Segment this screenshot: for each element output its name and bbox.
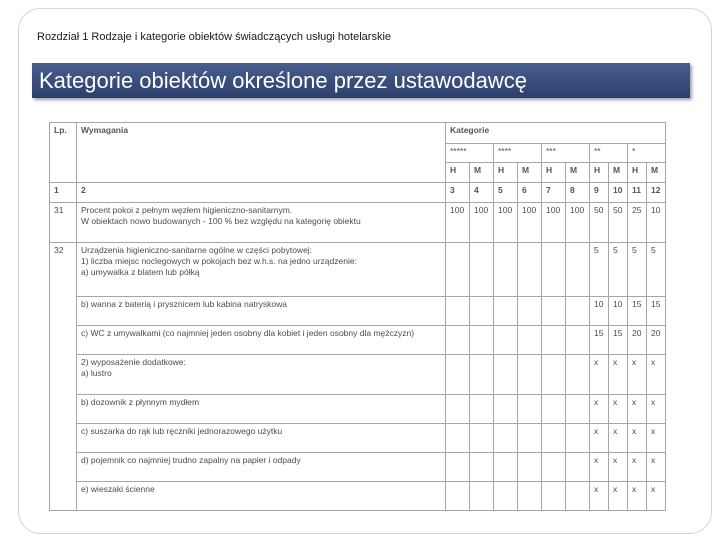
stars-label: **** [494,144,542,163]
table-row [50,203,666,243]
value-cell: x [628,395,647,424]
requirement-cell [77,326,446,355]
requirement-line: d) pojemnik co najmniej trudno zapalny na papier i odpady [81,455,301,465]
requirements-table [49,122,666,511]
column-number: 1 [50,183,77,203]
requirement-line: 2) wyposażenie dodatkowe: [81,357,186,367]
value-cell: 10 [609,297,628,326]
requirement-cell [77,297,446,326]
requirement-line: W obiektach nowo budowanych - 100 % bez względu na kategorię obiektu [81,216,361,226]
value-cell [542,482,566,511]
hm-label: H [494,163,518,183]
value-cell: 15 [609,326,628,355]
value-cell: 5 [590,243,609,297]
value-cell: 100 [542,203,566,243]
value-cell [470,482,494,511]
value-cell [494,482,518,511]
value-cell [446,326,470,355]
value-cell [494,326,518,355]
hm-label: M [647,163,666,183]
lp-header: Lp. [50,123,77,183]
value-cell [446,453,470,482]
value-cell: x [647,482,666,511]
column-number: 9 [590,183,609,203]
requirement-cell [77,243,446,297]
value-cell [518,243,542,297]
table-row [50,297,666,326]
value-cell [542,297,566,326]
value-cell: 50 [590,203,609,243]
column-number: 4 [470,183,494,203]
requirement-line: a) umywalka z blatem lub półką [81,267,200,277]
requirement-cell [77,482,446,511]
value-cell [542,424,566,453]
hm-label: M [566,163,590,183]
value-cell: 5 [609,243,628,297]
value-cell: 5 [628,243,647,297]
value-cell: x [609,424,628,453]
value-cell [518,424,542,453]
value-cell [446,395,470,424]
column-number: 12 [647,183,666,203]
requirement-line: Urządzenia higieniczno-sanitarne ogólne w części pobytowej: [81,245,313,255]
stars-label: * [628,144,666,163]
value-cell: 100 [470,203,494,243]
value-cell [446,297,470,326]
value-cell: x [647,355,666,395]
value-cell [542,243,566,297]
hm-label: M [470,163,494,183]
value-cell: x [590,482,609,511]
lp-cell: 31 [50,203,77,243]
value-cell: x [609,355,628,395]
table-row [50,243,666,297]
requirement-line: c) WC z umywalkami (co najmniej jeden osobny dla kobiet i jeden osobny dla mężczyzn) [81,328,415,338]
value-cell [542,395,566,424]
value-cell: 100 [446,203,470,243]
value-cell [566,326,590,355]
value-cell [446,355,470,395]
value-cell: 5 [647,243,666,297]
requirement-line: c) suszarka do rąk lub ręczniki jednorazowego użytku [81,426,283,436]
value-cell [566,424,590,453]
value-cell: x [609,482,628,511]
column-number: 2 [77,183,446,203]
categories-header: Kategorie [446,123,666,144]
value-cell: x [628,424,647,453]
value-cell: 100 [494,203,518,243]
value-cell [566,297,590,326]
value-cell: 20 [647,326,666,355]
value-cell: 100 [566,203,590,243]
column-number: 10 [609,183,628,203]
column-number: 7 [542,183,566,203]
value-cell: 25 [628,203,647,243]
value-cell [446,424,470,453]
value-cell [494,395,518,424]
value-cell [446,243,470,297]
value-cell [566,355,590,395]
hm-label: H [590,163,609,183]
value-cell: x [647,395,666,424]
value-cell [494,243,518,297]
hm-label: H [542,163,566,183]
value-cell: x [590,355,609,395]
value-cell [518,297,542,326]
table-row [50,355,666,395]
hm-label: M [609,163,628,183]
value-cell: 15 [628,297,647,326]
value-cell [470,326,494,355]
value-cell [542,326,566,355]
value-cell: 15 [647,297,666,326]
stars-label: ***** [446,144,494,163]
column-number: 11 [628,183,647,203]
value-cell: 50 [609,203,628,243]
value-cell: 10 [590,297,609,326]
table-row [50,424,666,453]
value-cell: 10 [647,203,666,243]
value-cell [518,355,542,395]
requirements-header: Wymagania [77,123,446,183]
column-number: 8 [566,183,590,203]
value-cell: x [628,355,647,395]
numbering-row [50,183,666,203]
requirement-cell [77,453,446,482]
requirement-cell [77,424,446,453]
value-cell: x [609,395,628,424]
hm-label: H [446,163,470,183]
requirement-cell [77,203,446,243]
title-banner [32,63,690,98]
requirement-line: b) dozownik z płynnym mydłem [81,397,200,407]
column-number: 3 [446,183,470,203]
slide-title: Kategorie obiektów określone przez ustawodawcę [39,68,527,93]
value-cell [518,453,542,482]
value-cell: x [628,453,647,482]
value-cell [470,243,494,297]
value-cell: x [647,424,666,453]
value-cell: x [628,482,647,511]
stars-label: *** [542,144,590,163]
requirement-cell [77,395,446,424]
table-row [50,326,666,355]
value-cell [518,395,542,424]
value-cell: x [590,395,609,424]
value-cell: 15 [590,326,609,355]
chapter-title: Rozdział 1 Rodzaje i kategorie obiektów świadczących usługi hotelarskie [37,31,392,43]
table-row [50,482,666,511]
value-cell [470,297,494,326]
value-cell: 20 [628,326,647,355]
requirement-line: 1) liczba miejsc noclegowych w pokojach bez w.h.s. na jedno urządzenie: [81,256,357,266]
stars-label: ** [590,144,628,163]
value-cell [494,297,518,326]
requirement-cell [77,355,446,395]
value-cell: x [647,453,666,482]
value-cell [518,482,542,511]
column-number: 5 [494,183,518,203]
column-number: 6 [518,183,542,203]
value-cell: x [590,424,609,453]
value-cell [494,355,518,395]
lp-cell: 32 [50,243,77,511]
value-cell [494,424,518,453]
value-cell [566,453,590,482]
value-cell [542,453,566,482]
value-cell [494,453,518,482]
value-cell [566,482,590,511]
value-cell: 100 [518,203,542,243]
value-cell [470,424,494,453]
value-cell: x [590,453,609,482]
hm-label: M [518,163,542,183]
value-cell [470,395,494,424]
requirement-line: a) lustro [81,368,112,378]
value-cell [566,243,590,297]
requirement-line: e) wieszaki ścienne [81,484,155,494]
hm-label: H [628,163,647,183]
value-cell [518,326,542,355]
value-cell: x [609,453,628,482]
table-row [50,453,666,482]
value-cell [542,355,566,395]
value-cell [470,355,494,395]
value-cell [566,395,590,424]
requirement-line: Procent pokoi z pełnym węzłem higieniczno-sanitarnym. [81,205,293,215]
header-row [50,123,666,144]
requirement-line: b) wanna z baterią i prysznicem lub kabina natryskowa [81,299,287,309]
value-cell [446,482,470,511]
value-cell [470,453,494,482]
table-row [50,395,666,424]
